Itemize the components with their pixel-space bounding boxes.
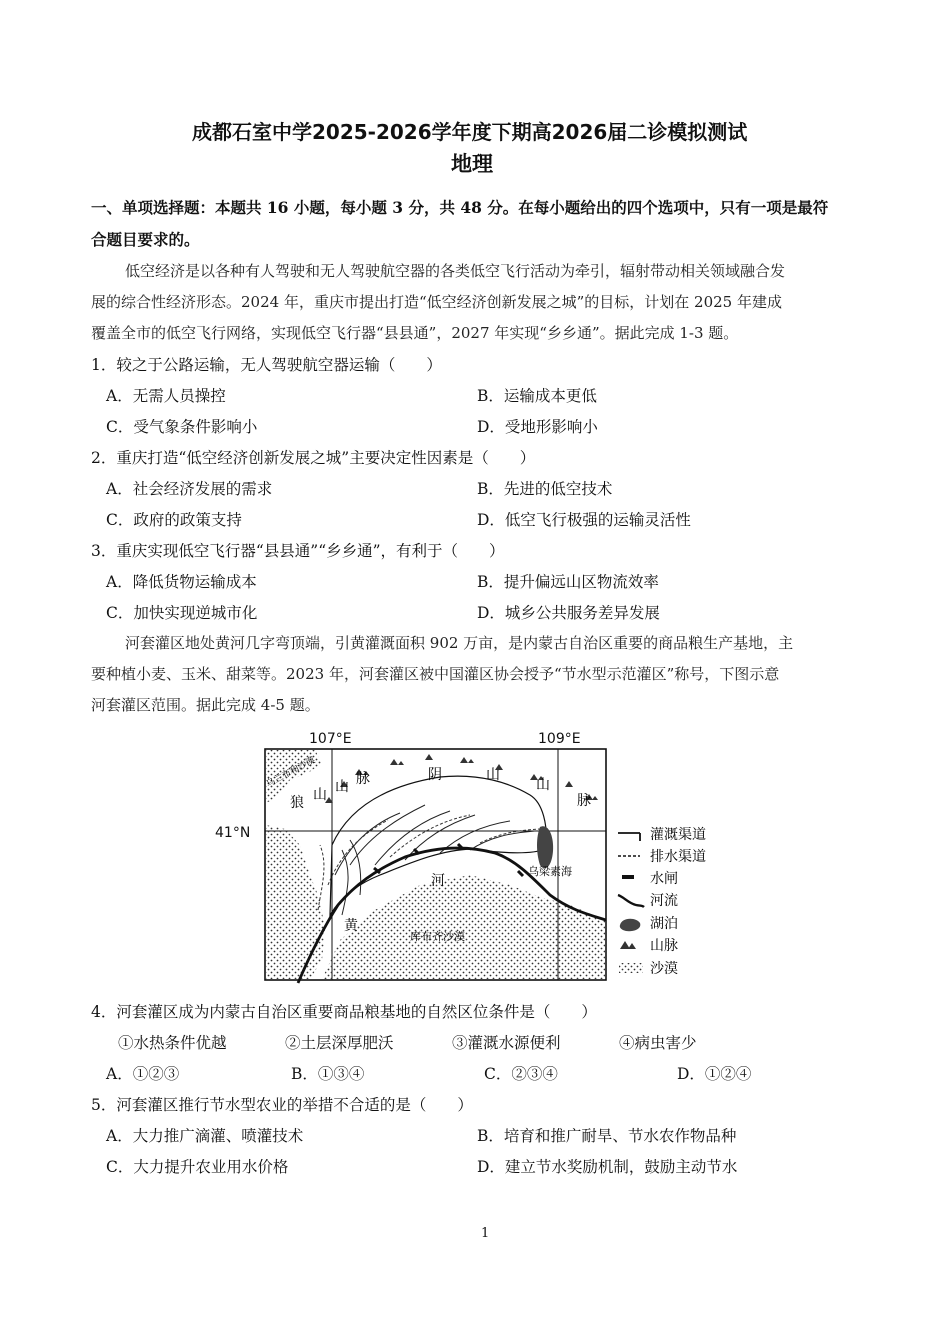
hetao-irrigation-map [210,725,750,990]
passage2-line1: 河套灌区地处黄河几字弯顶端，引黄灌溉面积 902 万亩，是内蒙古自治区重要的商品粮生产基地，主 [125,634,794,652]
question-3-option-a[interactable]: A．降低货物运输成本 [106,573,257,591]
question-3-option-b[interactable]: B．提升偏远山区物流效率 [477,573,659,591]
label-langshan-shan2: 山 [335,779,349,795]
question-4-item-2: ②土层深厚肥沃 [285,1034,394,1052]
question-1-option-d[interactable]: D．受地形影响小 [477,418,598,436]
label-langshan-mai: 脉 [356,771,370,787]
legend-drain: 排水渠道 [650,849,706,865]
label-yinshan-shan2: 山 [536,777,550,793]
question-3-option-c[interactable]: C．加快实现逆城市化 [106,604,258,622]
question-3-stem: 3．重庆实现低空飞行器“县县通”“乡乡通”，有利于（ ） [91,542,505,560]
question-1-stem: 1．较之于公路运输，无人驾驶航空器运输（ ） [91,356,442,374]
question-1-option-c[interactable]: C．受气象条件影响小 [106,418,258,436]
question-3-option-d[interactable]: D．城乡公共服务差异发展 [477,604,660,622]
question-4-stem: 4．河套灌区成为内蒙古自治区重要商品粮基地的自然区位条件是（ ） [91,1003,597,1021]
page-number: 1 [481,1226,490,1241]
legend-desert: 沙漠 [650,961,678,977]
legend-mountain: 山脉 [650,938,678,954]
question-2-option-b[interactable]: B．先进的低空技术 [477,480,613,498]
label-desert-south: 库布齐沙漠 [410,930,465,943]
lon-107-label: 107°E [309,731,352,747]
question-4-item-1: ①水热条件优越 [118,1034,227,1052]
legend-lake: 湖泊 [650,916,678,932]
legend-sluice: 水闸 [650,871,678,887]
lon-109-label: 109°E [538,731,581,747]
question-4-option-b[interactable]: B．①③④ [291,1065,365,1083]
subject-title: 地理 [451,152,493,176]
passage1-line3: 覆盖全市的低空飞行网络，实现低空飞行器“县县通”，2027 年实现“乡乡通”。据此完成 1-3 题。 [91,324,739,342]
page-title: 成都石室中学2025-2026学年度下期高2026届二诊模拟测试 [192,120,748,144]
question-2-option-d[interactable]: D．低空飞行极强的运输灵活性 [477,511,691,529]
question-2-option-c[interactable]: C．政府的政策支持 [106,511,242,529]
label-yin: 阴 [428,767,442,783]
question-5-stem: 5．河套灌区推行节水型农业的举措不合适的是（ ） [91,1096,473,1114]
passage1-line2: 展的综合性经济形态。2024 年，重庆市提出打造“低空经济创新发展之城”的目标，计划在 2025 年建成 [91,293,782,311]
question-5-option-b[interactable]: B．培育和推广耐旱、节水农作物品种 [477,1127,737,1145]
passage2-line2: 要种植小麦、玉米、甜菜等。2023 年，河套灌区被中国灌区协会授予“节水型示范灌区”称号，下图示意 [91,665,780,683]
question-4-item-4: ④病虫害少 [619,1034,697,1052]
legend-river: 河流 [650,893,678,909]
canal-line-icon [618,833,640,841]
lat-41-label: 41°N [215,825,251,841]
label-lake: 乌梁素海 [528,865,572,878]
label-langshan-shan: 山 [313,787,327,803]
map-legend [618,826,706,977]
question-4-option-c[interactable]: C．②③④ [484,1065,558,1083]
question-1-option-a[interactable]: A．无需人员操控 [106,387,226,405]
label-yinshan-shan: 山 [486,767,500,783]
lake-icon [620,919,641,931]
sluice-icon [622,875,634,879]
label-yinshan-mai: 脉 [577,793,591,809]
label-river-huang: 黄 [344,918,358,934]
question-4-item-3: ③灌溉水源便利 [452,1034,561,1052]
mountain-icon [620,941,636,949]
question-2-stem: 2．重庆打造“低空经济创新发展之城”主要决定性因素是（ ） [91,449,536,467]
question-4-option-a[interactable]: A．①②③ [106,1065,180,1083]
question-1-option-b[interactable]: B．运输成本更低 [477,387,597,405]
passage1-line1: 低空经济是以各种有人驾驶和无人驾驶航空器的各类低空飞行活动为牵引，辐射带动相关领域融合发 [125,262,786,280]
label-desert-nw: 乌兰布和沙漠 [264,755,318,790]
passage2-line3: 河套灌区范围。据此完成 4-5 题。 [91,696,320,714]
question-5-option-d[interactable]: D．建立节水奖励机制，鼓励主动节水 [477,1158,738,1176]
label-lang: 狼 [290,795,304,811]
question-4-option-d[interactable]: D．①②④ [677,1065,752,1083]
desert-dots-icon [619,963,643,973]
river-icon [618,895,644,907]
question-5-option-a[interactable]: A．大力推广滴灌、喷灌技术 [106,1127,304,1145]
question-5-option-c[interactable]: C．大力提升农业用水价格 [106,1158,289,1176]
section-heading-line1: 一、单项选择题：本题共 16 小题，每小题 3 分，共 48 分。在每小题给出的四个选项中，只有一项是最符 [91,198,829,217]
section-heading-line2: 合题目要求的。 [91,230,200,249]
legend-canal: 灌溉渠道 [650,827,706,843]
question-2-option-a[interactable]: A．社会经济发展的需求 [106,480,273,498]
label-river-he: 河 [431,873,445,889]
